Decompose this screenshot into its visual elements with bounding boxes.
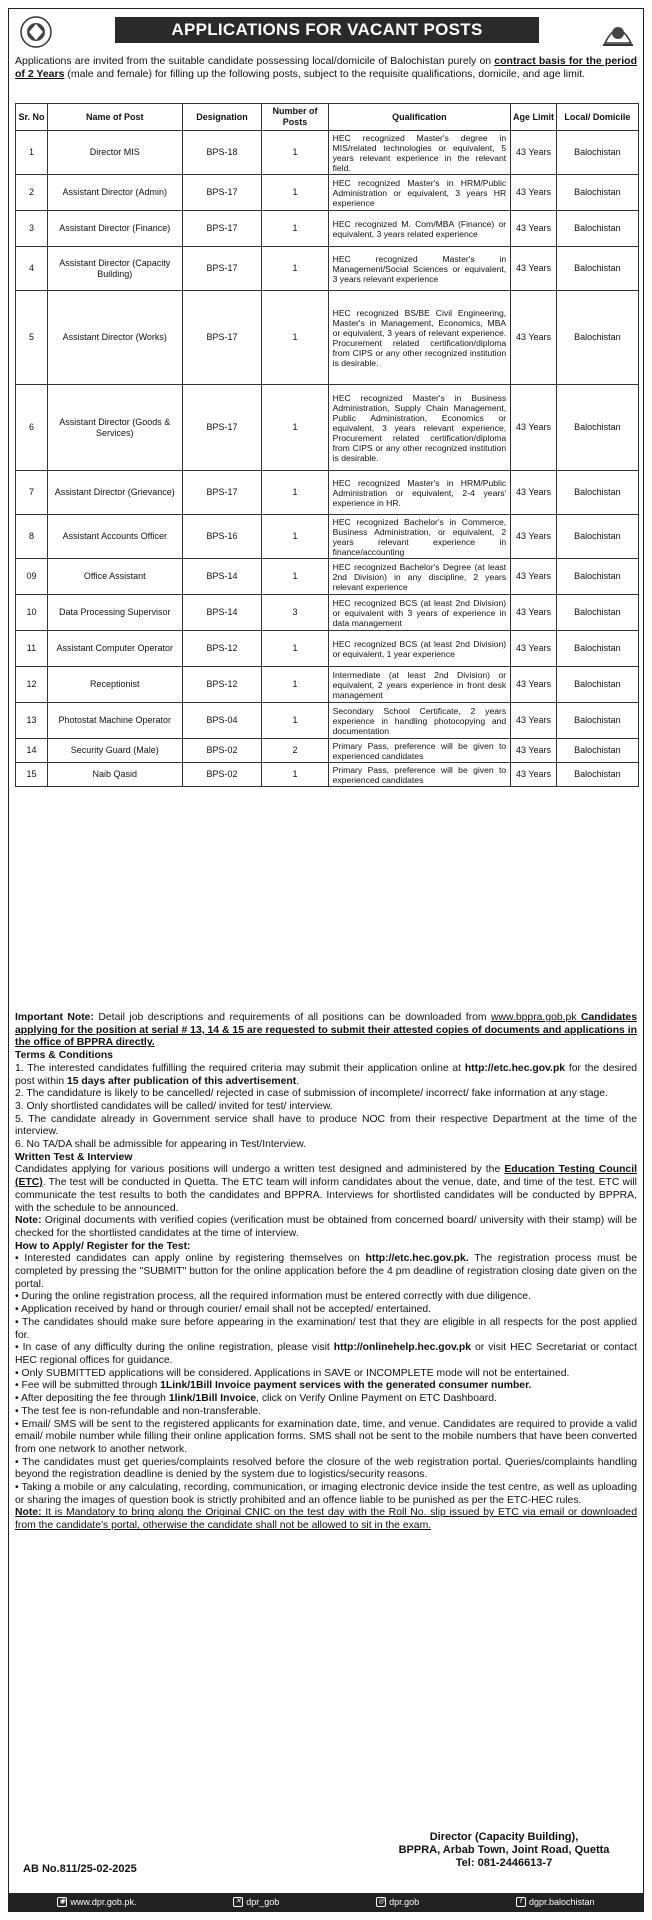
designation-cell: BPS-04 (182, 703, 262, 739)
terms-heading: Terms & Conditions (15, 1050, 113, 1062)
social-bar (9, 1893, 643, 1911)
table-row (16, 131, 639, 175)
qualification-cell: HEC recognized Bachelor's Degree (at least 2nd Division) in any discipline, 2 years relevant experience (328, 559, 511, 595)
qualification-cell: Secondary School Certificate, 2 years experience in handling photocopying and documentation (328, 703, 511, 739)
final-note (15, 1507, 637, 1532)
age-limit-cell: 43 Years (511, 559, 557, 595)
designation-cell: BPS-17 (182, 471, 262, 515)
domicile-cell: Balochistan (556, 739, 638, 763)
table-row (16, 515, 639, 559)
etc-hec-link[interactable]: http://etc.hec.gov.pk (464, 1062, 566, 1074)
bullet-4: • The candidates should make sure before appearing in the examination/ test that they are eligible in all respects for the post applied for. (15, 1316, 637, 1341)
sr-cell: 2 (16, 175, 48, 211)
table-header-row (16, 104, 639, 131)
documents-note (15, 1215, 637, 1240)
designation-cell: BPS-12 (182, 631, 262, 667)
column-header: Sr. No (16, 104, 48, 131)
qualification-cell: Intermediate (at least 2nd Division) or equivalent, 2 years experience in front desk management (328, 667, 511, 703)
designation-cell: BPS-17 (182, 291, 262, 385)
onlinehelp-link[interactable]: http://onlinehelp.hec.gov.pk (333, 1342, 471, 1354)
domicile-cell: Balochistan (556, 559, 638, 595)
government-emblem-icon (599, 15, 637, 49)
bullet-2: • During the online registration process, all the required information must be entered correctly with due diligence. (15, 1291, 531, 1303)
important-label: Important Note: (15, 1012, 94, 1023)
post-name-cell: Assistant Accounts Officer (47, 515, 182, 559)
written-text: . The test will be conducted in Quetta. The ETC team will inform candidates about the venue, date, and time of the test. ETC will communicate the test results to both the candidates and BPPRA. Interviews for shortlisted candidates will be conducted by BPPRA, with the schedule to be announced. (15, 1177, 637, 1214)
facebook-icon: f (516, 1897, 526, 1907)
payment-service-text: 1Link/1Bill Invoice payment services with the generated consumer number. (160, 1380, 532, 1392)
age-limit-cell: 43 Years (511, 667, 557, 703)
table-row (16, 763, 639, 787)
age-limit-cell: 43 Years (511, 739, 557, 763)
domicile-cell: Balochistan (556, 667, 638, 703)
domicile-cell: Balochistan (556, 385, 638, 471)
designation-cell: BPS-14 (182, 595, 262, 631)
twitter-item[interactable] (233, 1897, 279, 1907)
important-note (15, 1012, 637, 1050)
term-text: for the desired post within (15, 1062, 638, 1087)
table-row (16, 471, 639, 515)
term-6: 6. No TA/DA shall be admissible for appearing in Test/Interview. (15, 1139, 307, 1151)
sr-cell: 6 (16, 385, 48, 471)
written-text: Candidates applying for various positions will undergo a written test designed and administered by the (15, 1164, 505, 1176)
final-note-text: It is Mandatory to bring along the Original CNIC on the test day with the Roll No. slip issued by ETC via email or downloaded from the candidate's portal, otherwise the candidate shall not be allowed to sit in the exam. (15, 1507, 637, 1532)
term-1 (15, 1063, 637, 1088)
post-name-cell: Assistant Director (Finance) (47, 211, 182, 247)
bullet-6: • Only SUBMITTED applications will be considered. Applications in SAVE or INCOMPLETE mode will not be entertained. (15, 1367, 570, 1379)
number-of-posts-cell: 1 (262, 559, 328, 595)
bullet-5 (15, 1342, 637, 1367)
header (15, 15, 639, 51)
designation-cell: BPS-16 (182, 515, 262, 559)
deadline-text: 15 days after publication of this advertisement (66, 1075, 297, 1087)
bullet-text: • Fee will be submitted through (15, 1380, 161, 1392)
page-title: APPLICATIONS FOR VACANT POSTS (115, 17, 539, 43)
age-limit-cell: 43 Years (511, 595, 557, 631)
post-name-cell: Data Processing Supervisor (47, 595, 182, 631)
bullet-text: • After depositing the fee through (15, 1393, 169, 1405)
designation-cell: BPS-12 (182, 667, 262, 703)
bullet-text: • Interested candidates can apply online by registering themselves on (15, 1253, 366, 1265)
column-header: Number of Posts (262, 104, 328, 131)
qualification-cell: HEC recognized Master's in HRM/Public Administration or equivalent, 2-4 years' experience in HR. (328, 471, 511, 515)
designation-cell: BPS-02 (182, 739, 262, 763)
column-header: Age Limit (511, 104, 557, 131)
column-header: Local/ Domicile (556, 104, 638, 131)
invoice-text: 1link/1Bill Invoice (168, 1393, 257, 1405)
notes-section (15, 1012, 637, 1533)
post-name-cell: Office Assistant (47, 559, 182, 595)
age-limit-cell: 43 Years (511, 211, 557, 247)
post-name-cell: Assistant Director (Admin) (47, 175, 182, 211)
instagram-icon: ◎ (378, 1898, 385, 1905)
term-3: 3. Only shortlisted candidates will be called/ invited for test/ interview. (15, 1100, 333, 1112)
bullet-text: or visit HEC Secretariat or contact HEC regional offices for guidance. (15, 1342, 637, 1366)
number-of-posts-cell: 1 (262, 667, 328, 703)
designation-cell: BPS-17 (182, 247, 262, 291)
table-row (16, 385, 639, 471)
age-limit-cell: 43 Years (511, 515, 557, 559)
note-label: Note: (15, 1507, 42, 1519)
domicile-cell: Balochistan (556, 763, 638, 787)
ad-number: AB No.811/25-02-2025 (23, 1863, 137, 1875)
qualification-cell: HEC recognized BCS (at least 2nd Division) or equivalent, 1 year experience (328, 631, 511, 667)
table-row (16, 291, 639, 385)
post-name-cell: Director MIS (47, 131, 182, 175)
sr-cell: 7 (16, 471, 48, 515)
table-row (16, 739, 639, 763)
number-of-posts-cell: 1 (262, 175, 328, 211)
domicile-cell: Balochistan (556, 595, 638, 631)
domicile-cell: Balochistan (556, 247, 638, 291)
domicile-cell: Balochistan (556, 471, 638, 515)
post-name-cell: Assistant Director (Goods & Services) (47, 385, 182, 471)
designation-cell: BPS-14 (182, 559, 262, 595)
number-of-posts-cell: 1 (262, 515, 328, 559)
sr-cell: 09 (16, 559, 48, 595)
bullet-11: • The candidates must get queries/complaints resolved before the closure of the web registration portal. Queries/complaints handling beyond the registration deadline is denied by the system due to logistics/security reasons. (15, 1456, 637, 1481)
post-name-cell: Assistant Director (Capacity Building) (47, 247, 182, 291)
website-item[interactable] (57, 1897, 136, 1907)
number-of-posts-cell: 2 (262, 739, 328, 763)
sr-cell: 10 (16, 595, 48, 631)
number-of-posts-cell: 1 (262, 385, 328, 471)
qualification-cell: HEC recognized Master's in Business Administration, Supply Chain Management, Public Administration, Economics or equivalent, 3 years relevant experience, Procurement related certification/diploma from CIPS or any other recognized institution is desirable. (328, 385, 511, 471)
written-test-text (15, 1164, 637, 1215)
table-row (16, 595, 639, 631)
note-label: Note: (15, 1215, 42, 1227)
table-row (16, 247, 639, 291)
column-header: Qualification (328, 104, 511, 131)
number-of-posts-cell: 1 (262, 631, 328, 667)
age-limit-cell: 43 Years (511, 175, 557, 211)
qualification-cell: HEC recognized BS/BE Civil Engineering, Master's in Management, Economics, MBA or equivalent, 3 years of relevant experience. Procurement related certification/diploma from CIPS or any other recognized institution is desirable. (328, 291, 511, 385)
bullet-9: • The test fee is non-refundable and non-transferable. (15, 1405, 262, 1417)
number-of-posts-cell: 1 (262, 247, 328, 291)
note-text: Original documents with verified copies (verification must be obtained from concerned board/ university with their stamp) will be checked for the shortlisted candidates at the time of interview. (15, 1215, 637, 1239)
office-address: BPPRA, Arbab Town, Joint Road, Quetta (398, 1844, 610, 1856)
etc-register-link[interactable]: http://etc.hec.gov.pk. (365, 1253, 469, 1265)
office-phone: Tel: 081-2446613-7 (455, 1857, 553, 1869)
domicile-cell: Balochistan (556, 291, 638, 385)
age-limit-cell: 43 Years (511, 385, 557, 471)
post-name-cell: Assistant Director (Grievance) (47, 471, 182, 515)
sr-cell: 12 (16, 667, 48, 703)
number-of-posts-cell: 1 (262, 211, 328, 247)
bullet-8 (15, 1393, 637, 1406)
facebook-label: dgpr.balochistan (529, 1897, 595, 1907)
number-of-posts-cell: 1 (262, 763, 328, 787)
important-instruction: Candidates applying for the position at serial # 13, 14 & 15 are requested to submit their attested copies of documents and applications in the office of BPPRA directly. (15, 1012, 637, 1049)
age-limit-cell: 43 Years (511, 631, 557, 667)
qualification-cell: HEC recognized M. Com/MBA (Finance) or equivalent, 3 years related experience (328, 211, 511, 247)
sr-cell: 3 (16, 211, 48, 247)
etc-name: Education Testing Council (ETC) (15, 1164, 637, 1189)
intro-text: Applications are invited from the suitable candidate possessing local/domicile of Balochistan purely on (15, 55, 495, 67)
instagram-item[interactable] (376, 1897, 419, 1907)
table-row (16, 175, 639, 211)
term-text: 1. The interested candidates fulfilling the required criteria may submit their application online at (15, 1062, 465, 1074)
post-name-cell: Assistant Director (Works) (47, 291, 182, 385)
sr-cell: 8 (16, 515, 48, 559)
written-test-heading: Written Test & Interview (15, 1151, 133, 1163)
post-name-cell: Naib Qasid (47, 763, 182, 787)
bullet-7 (15, 1380, 637, 1393)
bppra-link[interactable]: www.bppra.gob.pk (491, 1012, 577, 1023)
signature-block (379, 1831, 629, 1870)
sr-cell: 14 (16, 739, 48, 763)
age-limit-cell: 43 Years (511, 763, 557, 787)
post-name-cell: Photostat Machine Operator (47, 703, 182, 739)
twitter-icon: ✕ (233, 1897, 243, 1907)
domicile-cell: Balochistan (556, 515, 638, 559)
bullet-text: • In case of any difficulty during the online registration, please visit (15, 1342, 334, 1354)
designation-cell: BPS-17 (182, 385, 262, 471)
sr-cell: 5 (16, 291, 48, 385)
qualification-cell: Primary Pass, preference will be given to experienced candidates (328, 739, 511, 763)
bullet-1 (15, 1253, 637, 1291)
sr-cell: 15 (16, 763, 48, 787)
advertisement-page (8, 8, 644, 1912)
designation-cell: BPS-17 (182, 175, 262, 211)
domicile-cell: Balochistan (556, 131, 638, 175)
table-row (16, 667, 639, 703)
important-text: Detail job descriptions and requirements of all positions can be downloaded from (93, 1012, 492, 1023)
contract-basis-text: contract basis for the period of 2 Years (15, 55, 637, 80)
sr-cell: 4 (16, 247, 48, 291)
column-header: Name of Post (47, 104, 182, 131)
number-of-posts-cell: 1 (262, 291, 328, 385)
qualification-cell: Primary Pass, preference will be given to experienced candidates (328, 763, 511, 787)
age-limit-cell: 43 Years (511, 131, 557, 175)
column-header: Designation (182, 104, 262, 131)
bullet-3: • Application received by hand or through courier/ email shall not be accepted/ entertained. (15, 1304, 432, 1316)
intro-text-end: (male and female) for filling up the following posts, subject to the requisite qualifications, domicile, and age limit. (64, 68, 586, 80)
term-2: 2. The candidature is likely to be cancelled/ rejected in case of submission of incomplete/ incorrect/ fake information at any stage. (15, 1088, 608, 1100)
domicile-cell: Balochistan (556, 211, 638, 247)
domicile-cell: Balochistan (556, 703, 638, 739)
table-row (16, 559, 639, 595)
table-row (16, 211, 639, 247)
designation-cell: BPS-17 (182, 211, 262, 247)
signatory-title: Director (Capacity Building), (429, 1831, 579, 1843)
vacancy-table (15, 103, 639, 787)
bullet-10: • Email/ SMS will be sent to the registered applicants for examination date, time, and venue. Candidates are required to provide a valid email/ mobile number while filling their online application forms. SMS shall not be sent to the mobile numbers that have been converted from one network to another network. (15, 1418, 637, 1455)
bullet-text: The registration process must be completed by pressing the "SUBMIT" button for the online application before the 4 pm deadline of registration closing date given on the portal. (15, 1253, 637, 1290)
sr-cell: 1 (16, 131, 48, 175)
number-of-posts-cell: 1 (262, 131, 328, 175)
number-of-posts-cell: 3 (262, 595, 328, 631)
qualification-cell: HEC recognized Bachelor's in Commerce, Business Administration, or equivalent, 2 years relevant experience in finance/accounting (328, 515, 511, 559)
age-limit-cell: 43 Years (511, 471, 557, 515)
qualification-cell: HEC recognized Master's degree in MIS/related technologies or equivalent, 5 years relevant experience in the relevant field. (328, 131, 511, 175)
age-limit-cell: 43 Years (511, 291, 557, 385)
sr-cell: 11 (16, 631, 48, 667)
age-limit-cell: 43 Years (511, 247, 557, 291)
table-row (16, 703, 639, 739)
qualification-cell: HEC recognized Master's in HRM/Public Administration or equivalent, 3 years HR experience (328, 175, 511, 211)
term-5: 5. The candidate already in Government service shall have to produce NOC from their respective Department at the time of the interview. (15, 1113, 637, 1138)
term-text: . (296, 1075, 300, 1087)
how-to-apply-heading: How to Apply/ Register for the Test: (15, 1240, 191, 1252)
qualification-cell: HEC recognized Master's in Management/Social Sciences or equivalent, 3 years relevant experience (328, 247, 511, 291)
post-name-cell: Security Guard (Male) (47, 739, 182, 763)
bullet-text: , click on Verify Online Payment on ETC Dashboard. (256, 1393, 497, 1405)
sr-cell: 13 (16, 703, 48, 739)
bullet-12: • Taking a mobile or any calculating, recording, communication, or imaging electronic device inside the test centre, as well as uploading or sharing the images of question book is strictly prohibited and an offence liable to be punished as per the ETC-HEC rules. (15, 1482, 637, 1506)
domicile-cell: Balochistan (556, 175, 638, 211)
globe-icon: ◉ (59, 1898, 66, 1905)
intro-paragraph (15, 55, 637, 81)
designation-cell: BPS-02 (182, 763, 262, 787)
instagram-label: dpr.gob (389, 1897, 420, 1907)
twitter-label: dpr_gob (246, 1897, 280, 1907)
table-row (16, 631, 639, 667)
bppra-logo-icon (17, 15, 55, 49)
post-name-cell: Receptionist (47, 667, 182, 703)
age-limit-cell: 43 Years (511, 703, 557, 739)
number-of-posts-cell: 1 (262, 471, 328, 515)
designation-cell: BPS-18 (182, 131, 262, 175)
number-of-posts-cell: 1 (262, 703, 328, 739)
post-name-cell: Assistant Computer Operator (47, 631, 182, 667)
qualification-cell: HEC recognized BCS (at least 2nd Division) or equivalent with 3 years of experience in data management (328, 595, 511, 631)
website-label: www.dpr.gob.pk. (70, 1897, 137, 1907)
domicile-cell: Balochistan (556, 631, 638, 667)
facebook-item[interactable] (516, 1897, 595, 1907)
